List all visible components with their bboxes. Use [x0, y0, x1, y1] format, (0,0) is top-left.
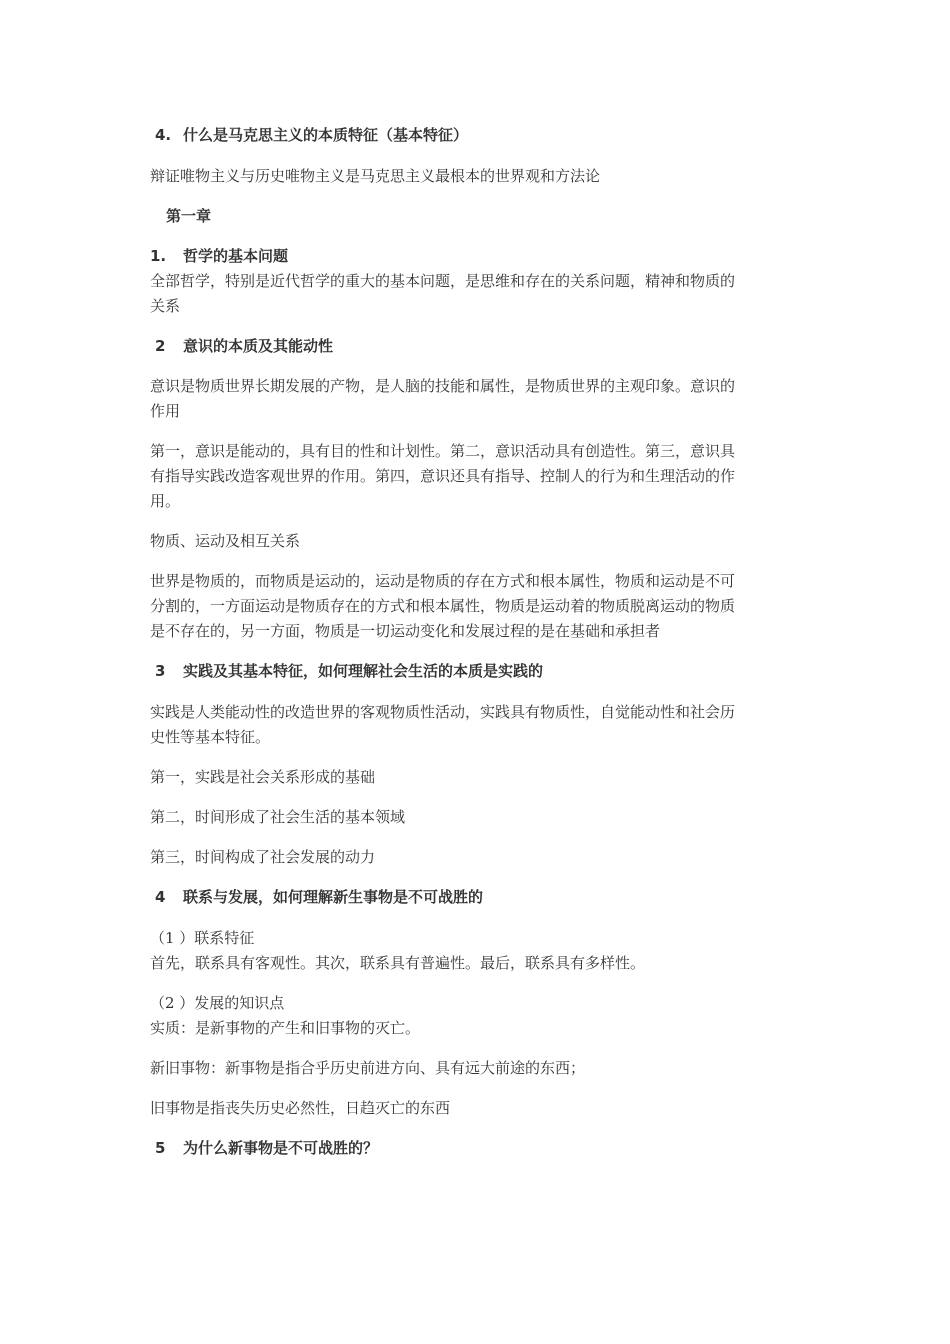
s1-heading-text: 哲学的基本问题	[183, 247, 289, 265]
s4-heading	[150, 885, 810, 910]
s1-body-line-2: 关系	[150, 297, 181, 315]
s4-sub-2	[150, 991, 810, 1041]
s3-para-1-line-1: 实践是人类能动性的改造世界的客观物质性活动，实践具有物质性，自觉能动性和社会历	[150, 703, 736, 721]
s3-para-4: 第三，时间构成了社会发展的动力	[150, 848, 376, 866]
s2-heading	[150, 334, 810, 359]
s2-para-1-line-2: 作用	[150, 402, 181, 420]
s4-heading-number: 4	[155, 888, 166, 906]
s4-para-new-old: 新旧事物：新事物是指合乎历史前进方向、具有远大前途的东西；	[150, 1059, 586, 1077]
s2-para-2-line-2: 有指导实践改造客观世界的作用。第四，意识还具有指导、控制人的行为和生理活动的作	[150, 467, 736, 485]
s5-heading-number: 5	[155, 1139, 166, 1157]
s2-para-2	[150, 439, 810, 514]
s2-para-4-line-1: 世界是物质的，而物质是运动的，运动是物质的存在方式和根本属性，物质和运动是不可	[150, 572, 736, 590]
s5-heading	[150, 1136, 810, 1161]
s3-heading-text: 实践及其基本特征，如何理解社会生活的本质是实践的	[183, 662, 544, 680]
s3-para-2: 第一，实践是社会关系形成的基础	[150, 768, 376, 786]
s5-heading-text: 为什么新事物是不可战胜的？	[183, 1139, 379, 1157]
q4-heading-number: 4.	[155, 126, 172, 144]
s2-para-2-line-1: 第一，意识是能动的，具有目的性和计划性。第二，意识活动具有创造性。第三，意识具	[150, 442, 736, 460]
s4-sub-2-body: 实质：是新事物的产生和旧事物的灭亡。	[150, 1019, 421, 1037]
s4-para-old: 旧事物是指丧失历史必然性，日趋灭亡的东西	[150, 1099, 451, 1117]
s4-heading-text: 联系与发展，如何理解新生事物是不可战胜的	[183, 888, 484, 906]
s2-para-1	[150, 374, 810, 424]
s3-para-3: 第二，时间形成了社会生活的基本领域	[150, 808, 406, 826]
s2-para-4-line-2: 分割的，一方面运动是物质存在的方式和根本属性，物质是运动着的物质脱离运动的物质	[150, 597, 736, 615]
s2-para-3: 物质、运动及相互关系	[150, 532, 301, 550]
s2-para-2-line-3: 用。	[150, 492, 181, 510]
s4-sub-1-body: 首先，联系具有客观性。其次，联系具有普遍性。最后，联系具有多样性。	[150, 954, 646, 972]
s3-heading-number: 3	[155, 662, 166, 680]
s2-para-4-line-3: 是不存在的，另一方面，物质是一切运动变化和发展过程的是在基础和承担者	[150, 622, 661, 640]
q4-heading	[150, 123, 810, 148]
s4-sub-1-title: （1 ）联系特征	[150, 929, 255, 947]
s4-sub-2-title: （2 ）发展的知识点	[150, 994, 285, 1012]
q4-answer: 辩证唯物主义与历史唯物主义是马克思主义最根本的世界观和方法论	[150, 167, 601, 185]
s1-heading-number: 1.	[150, 247, 167, 265]
s4-sub-1	[150, 926, 810, 976]
s2-heading-number: 2	[155, 337, 166, 355]
s2-para-1-line-1: 意识是物质世界长期发展的产物，是人脑的技能和属性，是物质世界的主观印象。意识的	[150, 377, 736, 395]
q4-heading-text: 什么是马克思主义的本质特征（基本特征）	[183, 126, 469, 144]
s3-para-1	[150, 700, 810, 750]
chapter-title: 第一章	[166, 207, 212, 225]
s1-heading	[150, 244, 810, 269]
s1-body	[150, 269, 810, 319]
s3-para-1-line-2: 史性等基本特征。	[150, 728, 271, 746]
s2-para-4	[150, 569, 810, 644]
s2-heading-text: 意识的本质及其能动性	[183, 337, 334, 355]
s3-heading	[150, 659, 810, 684]
s1-body-line-1: 全部哲学，特别是近代哲学的重大的基本问题，是思维和存在的关系问题，精神和物质的	[150, 272, 736, 290]
